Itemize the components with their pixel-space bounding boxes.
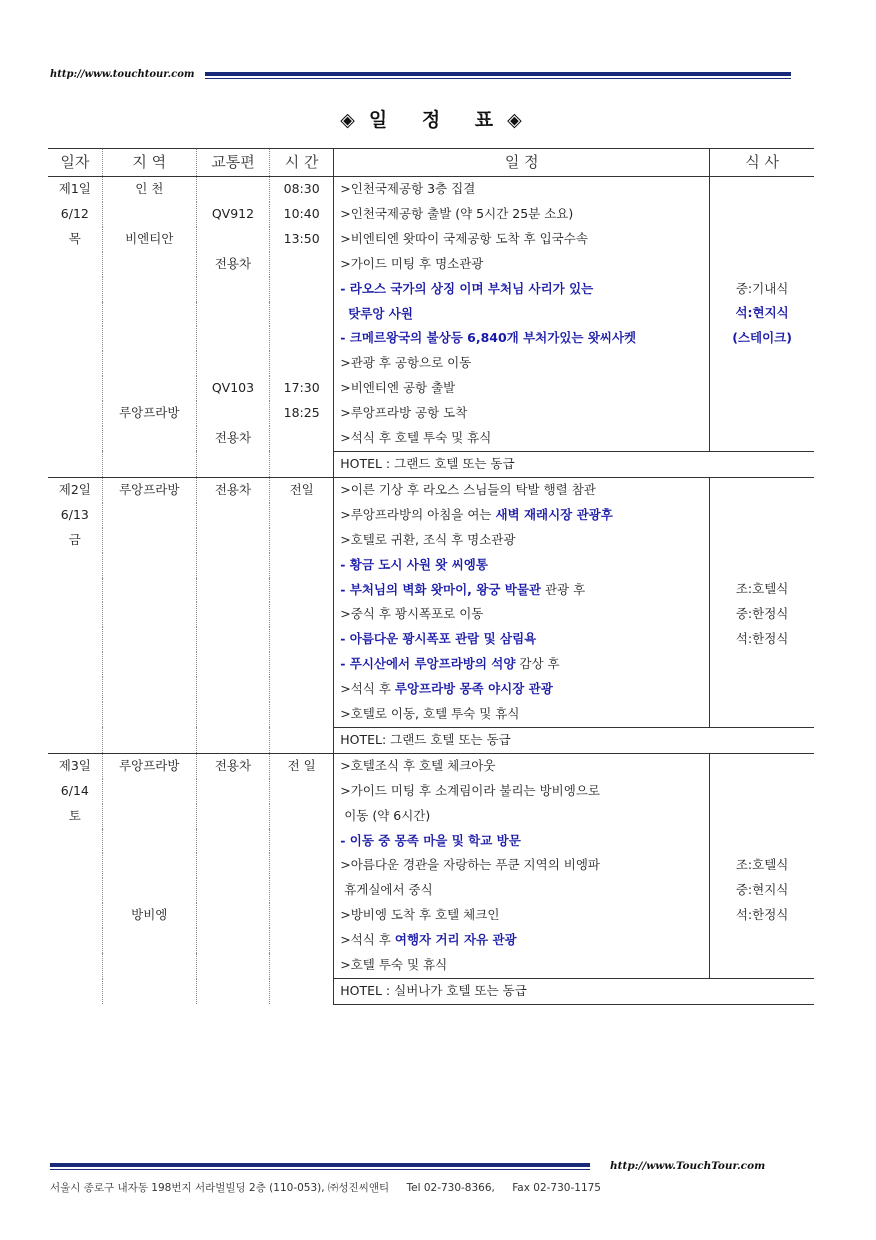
meal-item [710, 553, 814, 578]
region-cell [102, 829, 196, 854]
time-cell [270, 351, 334, 376]
table-row [48, 302, 814, 327]
schedule-text: >인천국제공항 3층 집결 [340, 181, 476, 196]
transport-cell [196, 553, 269, 578]
transport-cell: QV103 [196, 376, 269, 401]
table-row [48, 829, 814, 854]
region-cell [102, 351, 196, 376]
schedule-cell [334, 351, 710, 376]
table-row [48, 627, 814, 652]
schedule-cell [334, 227, 710, 252]
table-row [48, 753, 814, 778]
schedule-cell [334, 602, 710, 627]
table-row [48, 652, 814, 677]
table-row [48, 779, 814, 804]
schedule-cell [334, 277, 710, 302]
page-title: ◈일 정 표◈ [340, 109, 536, 131]
meal-item [710, 478, 814, 503]
highlight-text: - 부처님의 벽화 왓마이, 왕궁 박물관 [340, 581, 541, 597]
meal-item: 중:기내식 [735, 280, 789, 296]
region-cell [102, 979, 196, 1005]
time-cell [270, 426, 334, 451]
schedule-text: >호텔 투숙 및 휴식 [340, 957, 448, 973]
transport-cell: 전용차 [196, 477, 269, 502]
transport-cell [196, 451, 269, 477]
highlight-text: 새벽 재래시장 관광후 [495, 506, 613, 522]
table-row [48, 953, 814, 978]
company-fax: Fax 02-730-1175 [512, 1182, 601, 1194]
day-cell [48, 829, 102, 854]
day-cell [48, 351, 102, 376]
day-cell [48, 451, 102, 477]
schedule-text: >인천국제공항 출발 (약 5시간 25분 소요) [340, 205, 574, 221]
time-cell [270, 277, 334, 302]
day-cell: 6/13 [48, 503, 102, 528]
schedule-text: >이른 기상 후 라오스 스님들의 탁발 행렬 참관 [340, 481, 596, 497]
table-header-row [48, 149, 814, 177]
time-cell [270, 503, 334, 528]
schedule-text: >석식 후 호텔 투숙 및 휴식 [340, 430, 492, 446]
highlight-text: - 크메르왕국의 불상등 6,840개 부처가있는 왓씨사켓 [340, 330, 637, 346]
day-cell [48, 878, 102, 903]
schedule-cell [334, 401, 710, 426]
transport-cell [196, 602, 269, 627]
region-cell [102, 202, 196, 227]
footer-address-line [50, 1180, 601, 1195]
transport-cell [196, 351, 269, 376]
region-cell [102, 376, 196, 401]
schedule-text: >아름다운 경관을 자랑하는 푸쿤 지역의 비엥파 [340, 857, 600, 873]
highlight-text: - 황금 도시 사원 왓 씨엥통 [340, 556, 488, 572]
time-cell [270, 677, 334, 702]
meal-item [710, 528, 814, 553]
time-cell: 17:30 [283, 380, 320, 396]
region-cell: 비엔티안 [102, 227, 196, 252]
schedule-cell [334, 928, 710, 953]
day-cell: 6/12 [48, 202, 102, 227]
col-header-schedule: 일 정 [334, 149, 710, 177]
schedule-cell [334, 779, 710, 804]
day-cell [48, 553, 102, 578]
region-cell [102, 627, 196, 652]
schedule-cell [334, 426, 710, 451]
time-cell [270, 953, 334, 978]
highlight-text: - 아름다운 꽝시폭포 관람 및 삼림욕 [340, 631, 537, 647]
schedule-text: >석식 후 [340, 932, 395, 948]
schedule-cell [334, 804, 710, 829]
time-cell [270, 979, 334, 1005]
company-address: 서울시 종로구 내자동 198번지 서라벌빌딩 2층 (110-053), ㈜성진씨앤티 [50, 1182, 390, 1194]
day-cell: 제3일 [48, 753, 102, 778]
day-cell [48, 578, 102, 603]
transport-cell [196, 878, 269, 903]
transport-cell: 전용차 [196, 252, 269, 277]
col-header-time: 시 간 [270, 149, 334, 177]
schedule-text: >호텔로 귀환, 조식 후 명소관광 [340, 531, 516, 547]
region-cell [102, 503, 196, 528]
highlight-text: - 이동 중 몽족 마을 및 학교 방문 [340, 832, 521, 848]
schedule-text: >석식 후 [340, 681, 395, 697]
region-cell [102, 277, 196, 302]
region-cell [102, 804, 196, 829]
meal-cell [710, 753, 814, 978]
day-cell [48, 702, 102, 727]
itinerary-table [48, 148, 814, 1005]
schedule-text: >비엔티엔 공항 출발 [340, 380, 456, 396]
time-cell: 10:40 [283, 205, 320, 221]
region-cell [102, 853, 196, 878]
hotel-info: HOTEL : 그랜드 호텔 또는 동급 [334, 451, 814, 477]
header-rule-thin [205, 78, 791, 79]
transport-cell [196, 277, 269, 302]
transport-cell [196, 979, 269, 1005]
meal-item: 석:현지식 [735, 305, 789, 321]
schedule-text: >비엔티엔 왓따이 국제공항 도착 후 입국수속 [340, 230, 588, 246]
region-cell: 루앙프라방 [102, 477, 196, 502]
time-cell [270, 627, 334, 652]
footer-rule-thin [50, 1169, 590, 1170]
schedule-text: >중식 후 꽝시폭포로 이동 [340, 606, 484, 622]
schedule-cell [334, 252, 710, 277]
region-cell: 방비엥 [102, 903, 196, 928]
transport-cell [196, 503, 269, 528]
table-row [48, 252, 814, 277]
header-url[interactable]: http://www.touchtour.com [50, 69, 195, 80]
schedule-text: 이동 (약 6시간) [340, 807, 431, 823]
col-header-region: 지 역 [102, 149, 196, 177]
meal-item [710, 754, 814, 779]
meal-item [710, 829, 814, 854]
meal-item: 중:현지식 [735, 882, 789, 898]
schedule-cell [334, 677, 710, 702]
transport-cell [196, 627, 269, 652]
table-row [48, 553, 814, 578]
schedule-cell [334, 553, 710, 578]
transport-cell [196, 302, 269, 327]
table-row [48, 177, 814, 202]
transport-cell [196, 702, 269, 727]
region-cell [102, 677, 196, 702]
schedule-cell [334, 477, 710, 502]
table-row [48, 702, 814, 727]
company-phone: Tel 02-730-8366, [406, 1182, 495, 1194]
col-header-transport: 교통편 [196, 149, 269, 177]
table-row [48, 804, 814, 829]
day-cell [48, 677, 102, 702]
meal-item [710, 177, 814, 202]
day-cell [48, 252, 102, 277]
schedule-text: 관광 후 [540, 581, 586, 597]
time-cell [270, 451, 334, 477]
table-row [48, 227, 814, 252]
schedule-cell [334, 953, 710, 978]
transport-cell [196, 727, 269, 753]
transport-cell [196, 953, 269, 978]
region-cell [102, 602, 196, 627]
schedule-text: 휴게실에서 중식 [340, 882, 433, 898]
table-row [48, 401, 814, 426]
schedule-cell [334, 652, 710, 677]
transport-cell [196, 804, 269, 829]
hotel-row [48, 727, 814, 753]
time-cell [270, 553, 334, 578]
meal-item: 조:호텔식 [735, 581, 789, 597]
hotel-row [48, 451, 814, 477]
schedule-text: >관광 후 공항으로 이동 [340, 355, 472, 371]
transport-cell [196, 928, 269, 953]
schedule-text: >호텔조식 후 호텔 체크아웃 [340, 757, 496, 773]
transport-cell [196, 829, 269, 854]
table-row [48, 503, 814, 528]
region-cell [102, 652, 196, 677]
meal-item [710, 202, 814, 227]
meal-item: 석:한정식 [735, 907, 789, 923]
meal-item [710, 804, 814, 829]
region-cell [102, 953, 196, 978]
day-cell: 제2일 [48, 477, 102, 502]
region-cell [102, 928, 196, 953]
transport-cell [196, 652, 269, 677]
schedule-cell [334, 578, 710, 603]
highlight-text: 루앙프라방 몽족 야시장 관광 [394, 681, 553, 697]
day-cell [48, 277, 102, 302]
day-cell [48, 326, 102, 351]
time-cell [270, 528, 334, 553]
region-cell: 인 천 [102, 177, 196, 202]
time-cell [270, 602, 334, 627]
day-cell: 토 [48, 804, 102, 829]
meal-item [710, 779, 814, 804]
day-cell [48, 652, 102, 677]
meal-item: 조:호텔식 [735, 857, 789, 873]
time-cell [270, 878, 334, 903]
highlight-text: 탓루앙 사원 [348, 305, 413, 321]
time-cell [270, 829, 334, 854]
schedule-text: >방비엥 도착 후 호텔 체크인 [340, 907, 500, 923]
time-cell [270, 578, 334, 603]
table-row [48, 903, 814, 928]
day-cell [48, 302, 102, 327]
schedule-text: 감상 후 [515, 656, 560, 672]
time-cell: 18:25 [283, 405, 320, 421]
day-cell [48, 727, 102, 753]
region-cell [102, 553, 196, 578]
schedule-cell [334, 202, 710, 227]
day-cell: 6/14 [48, 779, 102, 804]
schedule-cell [334, 528, 710, 553]
footer-rule [50, 1163, 590, 1167]
table-row [48, 528, 814, 553]
table-row [48, 602, 814, 627]
time-cell: 13:50 [283, 230, 320, 246]
schedule-cell [334, 627, 710, 652]
time-cell: 전 일 [270, 753, 334, 778]
time-cell [270, 903, 334, 928]
schedule-cell [334, 753, 710, 778]
table-row [48, 277, 814, 302]
region-cell [102, 426, 196, 451]
highlight-text: - 라오스 국가의 상징 이며 부처님 사리가 있는 [340, 280, 594, 296]
table-row [48, 878, 814, 903]
transport-cell [196, 401, 269, 426]
footer-url[interactable]: http://www.TouchTour.com [610, 1160, 766, 1172]
transport-cell [196, 677, 269, 702]
time-cell [270, 702, 334, 727]
time-cell: 08:30 [283, 181, 320, 196]
schedule-cell [334, 376, 710, 401]
hotel-info: HOTEL : 실버나가 호텔 또는 동급 [334, 979, 814, 1005]
time-cell [270, 252, 334, 277]
meal-item: (스테이크) [732, 330, 792, 346]
transport-cell [196, 779, 269, 804]
day-cell [48, 627, 102, 652]
table-row [48, 578, 814, 603]
transport-cell: 전용차 [196, 753, 269, 778]
region-cell [102, 252, 196, 277]
region-cell [102, 779, 196, 804]
day-cell [48, 401, 102, 426]
schedule-cell [334, 177, 710, 202]
region-cell [102, 528, 196, 553]
col-header-date: 일자 [48, 149, 102, 177]
schedule-cell [334, 903, 710, 928]
day-cell [48, 602, 102, 627]
table-row [48, 426, 814, 451]
time-cell [270, 804, 334, 829]
table-row [48, 376, 814, 401]
meal-item [710, 503, 814, 528]
schedule-text: >루앙프라방의 아침을 여는 [340, 506, 496, 522]
header-rule [205, 72, 791, 76]
col-header-meal: 식 사 [710, 149, 814, 177]
time-cell [270, 302, 334, 327]
region-cell [102, 326, 196, 351]
schedule-cell [334, 503, 710, 528]
schedule-text: >루앙프라방 공항 도착 [340, 405, 468, 421]
day-cell [48, 376, 102, 401]
region-cell [102, 578, 196, 603]
time-cell [270, 727, 334, 753]
meal-item: 중:한정식 [735, 606, 789, 622]
day-cell [48, 953, 102, 978]
day-cell [48, 979, 102, 1005]
region-cell [102, 451, 196, 477]
meal-cell [710, 177, 814, 452]
schedule-cell [334, 829, 710, 854]
hotel-row [48, 979, 814, 1005]
transport-cell [196, 177, 269, 202]
meal-item [710, 227, 814, 252]
transport-cell [196, 528, 269, 553]
highlight-text: 여행자 거리 자유 관광 [394, 932, 517, 948]
transport-cell: 전용차 [196, 426, 269, 451]
table-row [48, 853, 814, 878]
time-cell: 전일 [270, 477, 334, 502]
time-cell [270, 652, 334, 677]
schedule-text: >가이드 미팅 후 명소관광 [340, 255, 484, 271]
hotel-info: HOTEL: 그랜드 호텔 또는 동급 [334, 727, 814, 753]
region-cell: 루앙프라방 [102, 753, 196, 778]
day-cell [48, 426, 102, 451]
table-row [48, 351, 814, 376]
region-cell [102, 702, 196, 727]
schedule-text: >가이드 미팅 후 소계림이라 불리는 방비엥으로 [340, 782, 600, 798]
time-cell [270, 853, 334, 878]
day-cell: 목 [48, 227, 102, 252]
schedule-cell [334, 326, 710, 351]
table-row [48, 477, 814, 502]
meal-item [710, 252, 814, 277]
day-cell [48, 853, 102, 878]
schedule-cell [334, 702, 710, 727]
meal-cell [710, 477, 814, 727]
table-row [48, 202, 814, 227]
day-cell [48, 903, 102, 928]
schedule-cell [334, 878, 710, 903]
table-row [48, 928, 814, 953]
highlight-text: - 푸시산에서 루앙프라방의 석양 [340, 656, 516, 672]
region-cell [102, 302, 196, 327]
region-cell [102, 727, 196, 753]
transport-cell: QV912 [196, 202, 269, 227]
day-cell: 금 [48, 528, 102, 553]
time-cell [270, 326, 334, 351]
schedule-text: >호텔로 이동, 호텔 투숙 및 휴식 [340, 706, 520, 722]
day-cell: 제1일 [48, 177, 102, 202]
day-cell [48, 928, 102, 953]
schedule-cell [334, 853, 710, 878]
meal-item: 석:한정식 [735, 631, 789, 647]
region-cell [102, 878, 196, 903]
time-cell [270, 928, 334, 953]
table-row [48, 677, 814, 702]
time-cell [270, 779, 334, 804]
transport-cell [196, 578, 269, 603]
table-row [48, 326, 814, 351]
transport-cell [196, 227, 269, 252]
transport-cell [196, 903, 269, 928]
schedule-cell [334, 302, 710, 327]
transport-cell [196, 326, 269, 351]
region-cell: 루앙프라방 [102, 401, 196, 426]
transport-cell [196, 853, 269, 878]
